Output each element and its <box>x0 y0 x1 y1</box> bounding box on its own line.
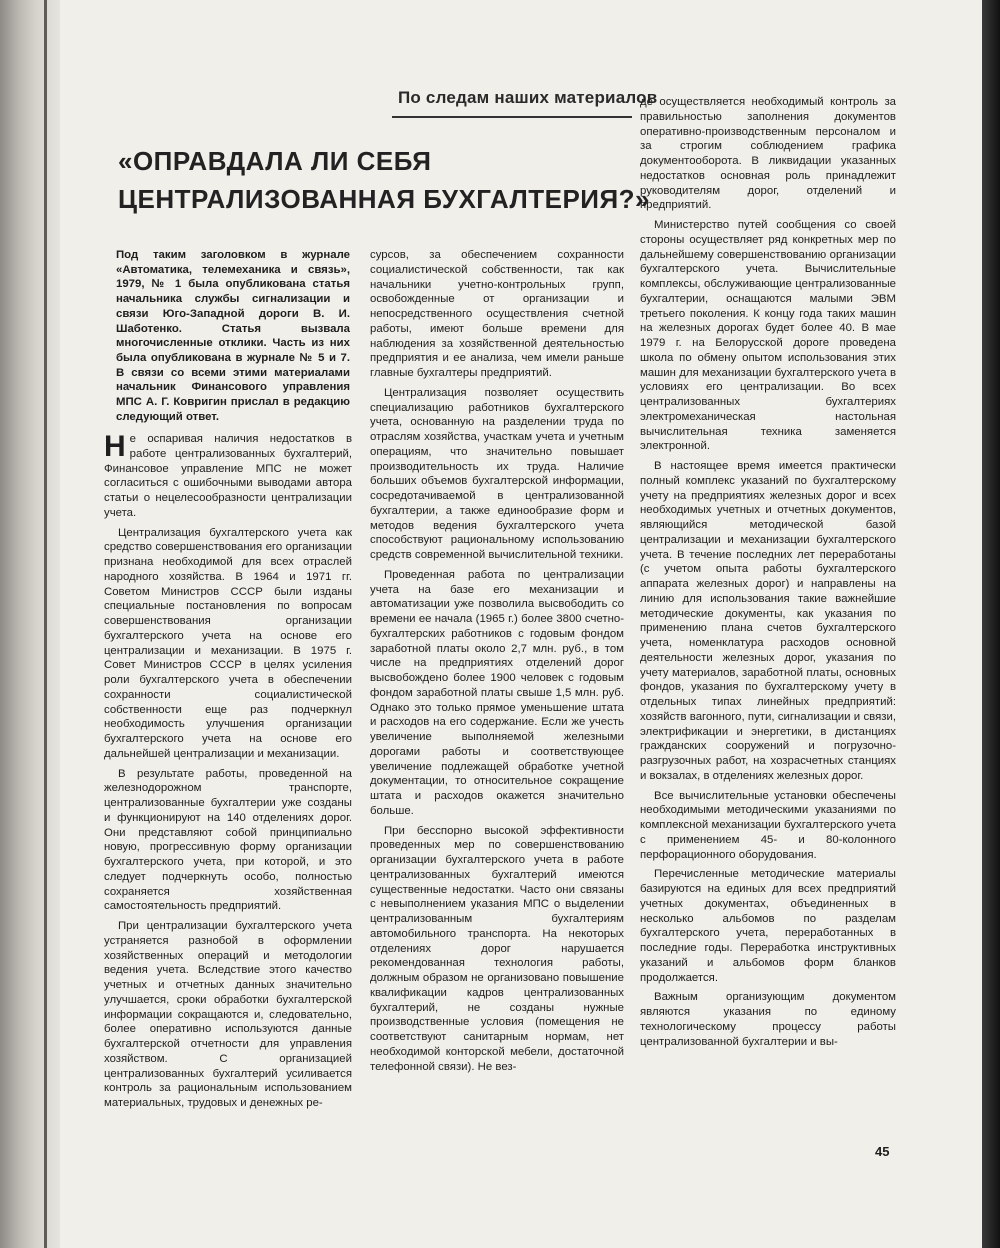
paragraph: Централизация бухгалтерского учета как средство совершенствования его организации признана необходимой для всех отраслей народного хозяйства. В 1964 и 1971 гг. Советом Министров СССР были изданы специальные постановления по вопросам совершенствования организации бухгалтерского учета на основе его централизации и механизации. В 1975 г. Совет Министров СССР в целях усиления роли бухгалтерского учета в обеспечении сохранности социалистической собственности еще раз подчеркнул необходимость улучшения организации бухгалтерского учета на основе его дальнейшей централизации и механизации. <box>104 526 352 760</box>
drop-cap: Н <box>104 430 126 463</box>
article-headline <box>118 142 651 218</box>
paragraph: Не оспаривая наличия недостатков в работе централизованных бухгалтерий, Финансовое управление МПС не может согласиться с ошибочными выводами автора статьи о нецелесообразности централизации учета. <box>104 430 352 519</box>
headline-line-2: ЦЕНТРАЛИЗОВАННАЯ БУХГАЛТЕРИЯ?» <box>118 184 651 214</box>
paragraph: Централизация позволяет осуществить специализацию работников бухгалтерского учета, основанную на разделении труда по отраслям хозяйства, участкам учета и учетным операциям, что значительно повышает производительность их труда. Наличие больших объемов бухгалтерской информации, сосредотачиваемой в централизованной бухгалтерии, а также единообразие форм и методов ведения бухгалтерского учета способствуют рациональному использованию средств современной вычислительной техники. <box>370 386 624 561</box>
paragraph: Проведенная работа по централизации учета на базе его механизации и автоматизации уже позволила высвободить со времени ее начала (1965 г.) более 3800 счетно-бухгалтерских работников с годовым фондом заработной платы около 2,7 млн. руб., в том числе на предприятиях отделений дорог высвобождено более 1900 человек с годовым фондом заработной платы свыше 1,5 млн. руб. Однако это только прямое уменьшение штата и расходов на его содержание. Если же учесть увеличение выполняемой железными дорогами работы и соответствующее увеличение подлежащей обработке учетной документации, то относительное сокращение штата и расходов окажется значительно больше. <box>370 568 624 817</box>
text-column-1 <box>104 432 352 1116</box>
page-number: 45 <box>875 1144 890 1159</box>
paragraph: В результате работы, проведенной на железнодорожном транспорте, централизованные бухгалтерии уже созданы и функционируют на 140 отделениях дорог. Они представляют собой принципиально новую, прогрессивную форму организации бухгалтерского учета, при которой, и это следует подчеркнуть особо, полностью сохраняется хозяйственная самостоятельность предприятий. <box>104 767 352 913</box>
paragraph: де осуществляется необходимый контроль за правильностью заполнения документов оперативно-производственным персоналом и за строгим соблюдением графика документооборота. В ликвидации указанных недостатков основная роль принадлежит руководителям дорог, отделений и предприятий. <box>640 96 896 212</box>
binding-edge <box>44 0 47 1248</box>
paragraph: сурсов, за обеспечением сохранности социалистической собственности, так как начальники учетно-контрольных групп, освобожденные от организации и непосредственного осуществления счетной работы, имеют больше времени для наблюдения за хозяйственной деятельностью предприятия и ее анализа, чем имели раньше главные бухгалтеры предприятий. <box>370 249 624 379</box>
paragraph: При бесспорно высокой эффективности проведенных мер по совершенствованию организации бухгалтерского учета в работе централизованных бухгалтерий имеются существенные недостатки. Часто они связаны с невыполнением указания МПС о выделении централизованным бухгалтериям автомобильного транспорта. На некоторых отделениях дорог нарушается рекомендованная технология работы, должным образом не организовано повышение квалификации кадров централизованных бухгалтерий, не созданы нужные производственные условия (помещения не соответствуют санитарным нормам, нет необходимой конторской мебели, достаточной телефонной связи). Не вез- <box>370 824 624 1073</box>
book-spine <box>0 0 60 1248</box>
paragraph: Важным организующим документом являются указания по единому технологическому процессу работы централизованной бухгалтерии и вы- <box>640 991 896 1048</box>
text-column-3 <box>640 95 896 1054</box>
scan-edge <box>982 0 1000 1248</box>
paragraph: При централизации бухгалтерского учета устраняется разнобой в оформлении хозяйственных операций и методологии ведения учета. Вследствие этого качество учетных и отчетных данных значительно улучшается, сроки обработки бухгалтерской информации сокращаются и, следовательно, более оперативно используются данные бухгалтерской отчетности для управления хозяйством. С организацией централизованных бухгалтерий усиливается контроль за рациональным использованием материальных, трудовых и денежных ре- <box>104 920 352 1109</box>
rubric-underline <box>392 116 632 118</box>
text-column-2 <box>370 248 624 1079</box>
paragraph: В настоящее время имеется практически полный комплекс указаний по бухгалтерскому учету на предприятиях железных дорог и всех необходимых учетных и отчетных документов, являющийся методической базой централизации и механизации бухгалтерского учета. В течение последних лет переработаны (с учетом опыта работы бухгалтерского аппарата железных дорог) и направлены на линию для использования такие важнейшие методические документы, как указания по применению плана счетов бухгалтерского учета, номенклатура расходов основной деятельности железных дорог, указания по учету материалов, заработной платы, основных фондов, указания по бухгалтерскому учету в отдельных типах линейных предприятий: хозяйств вагонного, пути, сигнализации и связи, электрификации и энергетики, в дистанциях гражданских сооружений и погрузочно-разгрузочных работ, на хозрасчетных станциях и вокзалах, в отделениях железных дорог. <box>640 460 896 782</box>
editorial-intro <box>116 248 350 424</box>
paragraph: Все вычислительные установки обеспечены необходимыми методическими указаниями по комплексной механизации бухгалтерского учета с применением 45- и 80-колонного перфорационного оборудования. <box>640 789 896 861</box>
headline-line-1: «ОПРАВДАЛА ЛИ СЕБЯ <box>118 146 432 176</box>
intro-text: Под таким заголовком в журнале «Автоматика, телемеханика и связь», 1979, № 1 была опубликована статья начальника службы сигнализации и связи Юго-Западной дороги В. И. Шаботенко. Статья вызвала многочисленные отклики. Часть из них была опубликована в журнале № 5 и 7. В связи со всеми этими материалами начальник Финансового управления МПС А. Г. Ковригин прислал в редакцию следующий ответ. <box>116 249 350 423</box>
section-rubric: По следам наших материалов <box>398 88 658 107</box>
paragraph: Перечисленные методические материалы базируются на единых для всех предприятий учетных документах, объединенных в несколько альбомов по разделам бухгалтерского учета, переработанных в последние годы. Переработка инструктивных указаний и альбомов форм бланков продолжается. <box>640 868 896 984</box>
paragraph: Министерство путей сообщения со своей стороны осуществляет ряд конкретных мер по дальнейшему совершенствованию организации бухгалтерского учета. Вычислительные комплексы, обслуживающие централизованные бухгалтерии, оснащаются малыми ЭВМ третьего поколения. К концу года таких машин на железных дорогах будет более 40. В мае 1979 г. на Белорусской дороге проведена школа по обмену опытом использования этих машин для механизации бухгалтерского учета в условиях его централизации. Во всех централизованных бухгалтериях электромеханическая настольная вычислительная техника заменяется электронной. <box>640 219 896 453</box>
